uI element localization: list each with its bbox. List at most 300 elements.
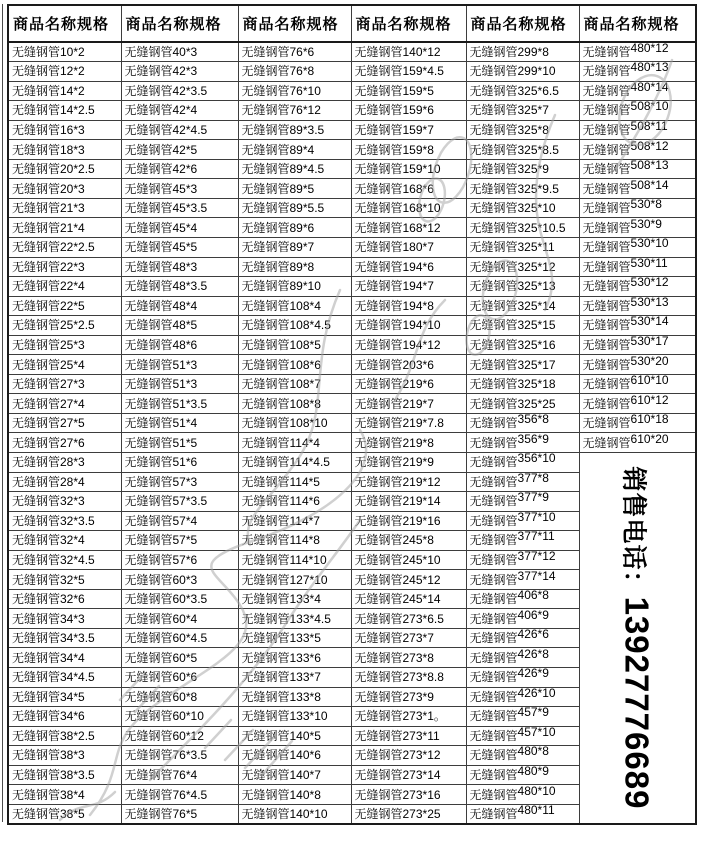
spec-cell: 无缝钢管22*4: [8, 277, 121, 297]
spec-cell: 无缝钢管245*10: [351, 550, 466, 570]
spec-cell: [579, 42, 696, 62]
spec-prefix: 无缝钢管: [469, 572, 518, 587]
spec-cell: 无缝钢管114*4.5: [238, 452, 351, 472]
spec-cell: 无缝钢管38*3: [8, 746, 121, 766]
spec-cell: 无缝钢管22*5: [8, 296, 121, 316]
spec-cell: 无缝钢管89*6: [238, 218, 351, 238]
spec-cell: 无缝钢管194*10: [351, 316, 466, 336]
table-row: [8, 296, 696, 316]
spec-cell: 无缝钢管159*8: [351, 140, 466, 160]
spec-cell: [579, 335, 696, 355]
spec-size-raised: 610*12: [630, 393, 669, 407]
spec-prefix: 无缝钢管: [469, 474, 518, 489]
spec-cell: 无缝钢管48*3: [121, 257, 238, 277]
spec-cell: [579, 218, 696, 238]
spec-cell: 无缝钢管25*2.5: [8, 316, 121, 336]
spec-cell: 无缝钢管48*4: [121, 296, 238, 316]
spec-cell: [579, 413, 696, 433]
spec-cell: 无缝钢管273*8.8: [351, 668, 466, 688]
spec-cell: 无缝钢管299*10: [466, 62, 579, 82]
spec-cell: 无缝钢管140*7: [238, 765, 351, 785]
spec-cell: 无缝钢管40*3: [121, 42, 238, 62]
spec-prefix: 无缝钢管: [582, 103, 631, 118]
table-row: [8, 237, 696, 257]
table-row: [8, 81, 696, 101]
table-row: [8, 62, 696, 82]
spec-cell: 无缝钢管48*3.5: [121, 277, 238, 297]
spec-cell: 无缝钢管140*10: [238, 804, 351, 824]
spec-cell: 无缝钢管51*4: [121, 413, 238, 433]
spec-cell: 无缝钢管51*5: [121, 433, 238, 453]
spec-cell: 无缝钢管76*4.5: [121, 785, 238, 805]
spec-prefix: 无缝钢管: [469, 513, 518, 528]
spec-prefix: 无缝钢管: [469, 768, 518, 782]
spec-cell: 无缝钢管108*5: [238, 335, 351, 355]
spec-cell: 无缝钢管159*4.5: [351, 62, 466, 82]
spec-cell: 无缝钢管34*5: [8, 687, 121, 707]
spec-cell: 无缝钢管45*3.5: [121, 198, 238, 218]
spec-size-raised: 457*9: [517, 706, 549, 720]
price-table: [7, 4, 697, 825]
spec-size-raised: 426*8: [517, 647, 549, 661]
sales-phone-number: 13927776689: [618, 596, 656, 810]
spec-cell: 无缝钢管194*12: [351, 335, 466, 355]
spec-cell: 无缝钢管159*10: [351, 159, 466, 179]
spec-cell: 无缝钢管219*16: [351, 511, 466, 531]
spec-cell: [579, 296, 696, 316]
spec-cell: 无缝钢管108*4: [238, 296, 351, 316]
table-row: [8, 335, 696, 355]
spec-cell: 无缝钢管325*8: [466, 120, 579, 140]
spec-cell: 无缝钢管219*14: [351, 492, 466, 512]
spec-cell: 无缝钢管219*7.8: [351, 413, 466, 433]
spec-cell: 无缝钢管108*10: [238, 413, 351, 433]
spec-cell: 无缝钢管89*8: [238, 257, 351, 277]
spec-cell: 无缝钢管325*6.5: [466, 81, 579, 101]
spec-prefix: 无缝钢管: [582, 416, 631, 431]
spec-cell: [466, 413, 579, 433]
table-row: [8, 159, 696, 179]
spec-cell: 无缝钢管28*4: [8, 472, 121, 492]
spec-cell: 无缝钢管325*14: [466, 296, 579, 316]
spec-prefix: 无缝钢管: [469, 806, 518, 821]
spec-cell: 无缝钢管32*3.5: [8, 511, 121, 531]
spec-cell: 无缝钢管34*3: [8, 609, 121, 629]
spec-cell: [466, 707, 579, 727]
spec-prefix: 无缝钢管: [582, 240, 631, 255]
spec-prefix: 无缝钢管: [469, 435, 518, 450]
spec-prefix: 无缝钢管: [582, 396, 631, 411]
table-row: [8, 394, 696, 414]
spec-cell: 无缝钢管45*4: [121, 218, 238, 238]
spec-cell: 无缝钢管38*3.5: [8, 765, 121, 785]
spec-cell: 无缝钢管16*3: [8, 120, 121, 140]
table-row: [8, 198, 696, 218]
spec-cell: 无缝钢管38*4: [8, 785, 121, 805]
spec-prefix: 无缝钢管: [582, 259, 631, 274]
spec-cell: 无缝钢管219*8: [351, 433, 466, 453]
spec-cell: 无缝钢管219*12: [351, 472, 466, 492]
spec-cell: 无缝钢管89*4.5: [238, 159, 351, 179]
sales-phone-cell: [579, 452, 696, 823]
spec-cell: 无缝钢管140*8: [238, 785, 351, 805]
spec-cell: 无缝钢管60*10: [121, 707, 238, 727]
spec-prefix: 无缝钢管: [469, 533, 518, 548]
spec-cell: 无缝钢管245*12: [351, 570, 466, 590]
spec-cell: 无缝钢管89*3.5: [238, 120, 351, 140]
spec-cell: 无缝钢管273*11: [351, 726, 466, 746]
spec-cell: 无缝钢管42*3: [121, 62, 238, 82]
spec-cell: [466, 492, 579, 512]
spec-cell: 无缝钢管42*3.5: [121, 81, 238, 101]
spec-cell: 无缝钢管299*8: [466, 42, 579, 62]
spec-cell: 无缝钢管60*4.5: [121, 628, 238, 648]
spec-cell: 无缝钢管133*7: [238, 668, 351, 688]
spec-prefix: 无缝钢管: [582, 220, 631, 235]
table-row: [8, 120, 696, 140]
spec-cell: 无缝钢管245*14: [351, 589, 466, 609]
spec-cell: 无缝钢管34*4.5: [8, 668, 121, 688]
spec-cell: 无缝钢管194*7: [351, 277, 466, 297]
spec-cell: 无缝钢管76*3.5: [121, 746, 238, 766]
spec-cell: 无缝钢管325*18: [466, 374, 579, 394]
spec-cell: [466, 648, 579, 668]
spec-cell: 无缝钢管133*4.5: [238, 609, 351, 629]
spec-cell: [579, 433, 696, 453]
spec-cell: 无缝钢管14*2: [8, 81, 121, 101]
spec-cell: [579, 277, 696, 297]
spec-size-raised: 356*8: [517, 413, 549, 427]
spec-size-raised: 610*18: [630, 413, 669, 427]
spec-cell: 无缝钢管89*4: [238, 140, 351, 160]
spec-cell: [466, 609, 579, 629]
table-row: [8, 316, 696, 336]
spec-cell: 无缝钢管159*6: [351, 101, 466, 121]
spec-prefix: 无缝钢管: [582, 64, 631, 79]
spec-cell: 无缝钢管325*9: [466, 159, 579, 179]
spec-size-raised: 530*17: [630, 335, 669, 348]
spec-cell: 无缝钢管108*7: [238, 374, 351, 394]
spec-cell: 无缝钢管32*4.5: [8, 550, 121, 570]
spec-cell: [579, 81, 696, 101]
spec-cell: 无缝钢管325*13: [466, 277, 579, 297]
spec-size-raised: 480*14: [630, 81, 669, 94]
spec-cell: 无缝钢管133*8: [238, 687, 351, 707]
spec-cell: 无缝钢管42*6: [121, 159, 238, 179]
spec-cell: 无缝钢管48*6: [121, 335, 238, 355]
spec-prefix: 无缝钢管: [582, 279, 631, 294]
spec-cell: 无缝钢管14*2.5: [8, 101, 121, 121]
spec-cell: 无缝钢管133*10: [238, 707, 351, 727]
spec-cell: 无缝钢管60*3.5: [121, 589, 238, 609]
spec-cell: 无缝钢管180*7: [351, 237, 466, 257]
column-header: 商品名称规格: [351, 5, 466, 42]
spec-size-raised: 530*8: [630, 198, 662, 212]
spec-cell: 无缝钢管325*10: [466, 198, 579, 218]
spec-prefix: 无缝钢管: [582, 162, 631, 177]
spec-cell: 无缝钢管114*6: [238, 492, 351, 512]
spec-cell: [466, 668, 579, 688]
spec-cell: 无缝钢管60*4: [121, 609, 238, 629]
spec-cell: 无缝钢管273*7: [351, 628, 466, 648]
spec-cell: 无缝钢管273*25: [351, 804, 466, 824]
spec-cell: 无缝钢管42*5: [121, 140, 238, 160]
spec-cell: 无缝钢管325*17: [466, 355, 579, 375]
spec-prefix: 无缝钢管: [469, 455, 518, 470]
spec-prefix: 无缝钢管: [582, 298, 631, 313]
column-header: 商品名称规格: [466, 5, 579, 42]
spec-prefix: 无缝钢管: [582, 142, 631, 157]
spec-cell: 无缝钢管57*3.5: [121, 492, 238, 512]
spec-cell: 无缝钢管133*5: [238, 628, 351, 648]
spec-size-raised: 480*8: [517, 745, 549, 759]
spec-cell: 无缝钢管219*9: [351, 452, 466, 472]
spec-cell: 无缝钢管60*3: [121, 570, 238, 590]
spec-cell: 无缝钢管51*3: [121, 355, 238, 375]
spec-cell: 无缝钢管32*4: [8, 531, 121, 551]
spec-cell: 无缝钢管25*4: [8, 355, 121, 375]
spec-cell: 无缝钢管51*6: [121, 452, 238, 472]
spec-prefix: 无缝钢管: [469, 416, 518, 431]
spec-size-raised: 426*9: [517, 667, 549, 681]
spec-cell: 无缝钢管325*11: [466, 237, 579, 257]
spec-cell: 无缝钢管114*8: [238, 531, 351, 551]
spec-cell: 无缝钢管273*8: [351, 648, 466, 668]
spec-cell: 无缝钢管18*3: [8, 140, 121, 160]
sales-phone-label: 销售电话：: [619, 466, 648, 597]
spec-cell: 无缝钢管38*2.5: [8, 726, 121, 746]
spec-size-raised: 530*11: [630, 257, 668, 270]
spec-cell: 无缝钢管108*8: [238, 394, 351, 414]
spec-prefix: 无缝钢管: [582, 377, 631, 392]
column-header: 商品名称规格: [8, 5, 121, 42]
spec-size-raised: 508*13: [630, 159, 669, 173]
spec-prefix: 无缝钢管: [469, 611, 518, 626]
spec-prefix: 无缝钢管: [582, 357, 631, 372]
spec-prefix: 无缝钢管: [582, 201, 631, 216]
spec-cell: 无缝钢管27*5: [8, 413, 121, 433]
spec-cell: 无缝钢管12*2: [8, 62, 121, 82]
spec-cell: 无缝钢管127*10: [238, 570, 351, 590]
spec-size-raised: 530*14: [630, 315, 669, 329]
column-header: 商品名称规格: [238, 5, 351, 42]
spec-cell: [579, 355, 696, 375]
spec-cell: [579, 159, 696, 179]
spec-cell: 无缝钢管114*5: [238, 472, 351, 492]
spec-cell: 无缝钢管325*10.5: [466, 218, 579, 238]
table-row: [8, 218, 696, 238]
spec-cell: 无缝钢管34*6: [8, 707, 121, 727]
spec-cell: 无缝钢管133*6: [238, 648, 351, 668]
spec-prefix: 无缝钢管: [469, 670, 518, 685]
spec-size-raised: 508*10: [630, 100, 669, 114]
spec-cell: [466, 765, 579, 785]
spec-prefix: 无缝钢管: [469, 650, 518, 665]
spec-cell: [579, 257, 696, 277]
spec-cell: 无缝钢管27*3: [8, 374, 121, 394]
spec-cell: 无缝钢管76*6: [238, 42, 351, 62]
spec-size-raised: 480*13: [630, 61, 669, 75]
spec-cell: 无缝钢管325*7: [466, 101, 579, 121]
spec-cell: 无缝钢管273*6.5: [351, 609, 466, 629]
spec-size-raised: 356*9: [517, 432, 549, 446]
spec-prefix: 无缝钢管: [582, 435, 631, 450]
spec-size-raised: 530*20: [630, 354, 669, 368]
spec-cell: 无缝钢管32*5: [8, 570, 121, 590]
spec-size-raised: 530*9: [630, 217, 662, 231]
spec-size-raised: 457*10: [517, 726, 556, 739]
spec-cell: [579, 120, 696, 140]
table-row: [8, 42, 696, 62]
table-row: [8, 355, 696, 375]
spec-cell: 无缝钢管45*5: [121, 237, 238, 257]
spec-cell: 无缝钢管42*4: [121, 101, 238, 121]
column-header: 商品名称规格: [121, 5, 238, 42]
spec-cell: [579, 179, 696, 199]
spec-cell: 无缝钢管76*12: [238, 101, 351, 121]
spec-size-raised: 426*10: [517, 687, 556, 700]
spec-cell: [466, 785, 579, 805]
spec-cell: 无缝钢管21*3: [8, 198, 121, 218]
spec-size-raised: 508*12: [630, 139, 669, 153]
spec-cell: [466, 472, 579, 492]
spec-cell: 无缝钢管60*5: [121, 648, 238, 668]
spec-cell: 无缝钢管140*5: [238, 726, 351, 746]
table-row: [8, 433, 696, 453]
sales-phone: [618, 466, 656, 810]
spec-size-raised: 530*13: [630, 296, 669, 309]
spec-cell: 无缝钢管34*4: [8, 648, 121, 668]
spec-size-raised: 610*10: [630, 374, 669, 388]
spec-cell: 无缝钢管21*4: [8, 218, 121, 238]
spec-prefix: 无缝钢管: [582, 45, 631, 60]
spec-cell: 无缝钢管325*8.5: [466, 140, 579, 160]
spec-cell: 无缝钢管76*10: [238, 81, 351, 101]
spec-cell: 无缝钢管325*16: [466, 335, 579, 355]
spec-prefix: 无缝钢管: [582, 181, 631, 196]
spec-cell: [466, 804, 579, 824]
spec-size-raised: 480*12: [630, 42, 669, 56]
spec-prefix: 无缝钢管: [469, 728, 518, 743]
spec-cell: 无缝钢管89*5: [238, 179, 351, 199]
spec-cell: [579, 62, 696, 82]
spec-prefix: 无缝钢管: [469, 552, 518, 567]
spec-cell: 无缝钢管108*6: [238, 355, 351, 375]
spec-cell: 无缝钢管273*9: [351, 687, 466, 707]
spec-cell: 无缝钢管219*7: [351, 394, 466, 414]
spec-size-raised: 508*11: [630, 120, 668, 133]
spec-cell: 无缝钢管48*5: [121, 316, 238, 336]
spec-cell: 无缝钢管114*4: [238, 433, 351, 453]
spec-size-raised: 480*11: [517, 804, 555, 817]
table-row: [8, 140, 696, 160]
spec-cell: 无缝钢管114*7: [238, 511, 351, 531]
spec-size-raised: 377*11: [517, 530, 555, 544]
table-row: [8, 374, 696, 394]
table-row: [8, 257, 696, 277]
table-row: [8, 413, 696, 433]
spec-cell: 无缝钢管159*7: [351, 120, 466, 140]
spec-cell: 无缝钢管273*1。: [351, 707, 466, 727]
spec-cell: 无缝钢管140*6: [238, 746, 351, 766]
spec-size-raised: 356*10: [517, 452, 556, 466]
table-header: [8, 5, 696, 42]
spec-size-raised: 480*9: [517, 765, 549, 778]
spec-cell: 无缝钢管32*3: [8, 492, 121, 512]
spec-prefix: 无缝钢管: [469, 748, 518, 763]
spec-prefix: 无缝钢管: [469, 592, 518, 607]
spec-cell: 无缝钢管89*10: [238, 277, 351, 297]
spec-cell: 无缝钢管28*3: [8, 452, 121, 472]
spec-cell: [466, 550, 579, 570]
spec-cell: 无缝钢管20*3: [8, 179, 121, 199]
spec-cell: 无缝钢管76*4: [121, 765, 238, 785]
spec-cell: 无缝钢管140*12: [351, 42, 466, 62]
spec-prefix: 无缝钢管: [469, 631, 518, 646]
table-edge-line: [2, 4, 3, 822]
spec-cell: 无缝钢管133*4: [238, 589, 351, 609]
spec-cell: 无缝钢管203*6: [351, 355, 466, 375]
table-row: [8, 452, 696, 472]
spec-cell: [466, 433, 579, 453]
spec-cell: [466, 531, 579, 551]
spec-cell: 无缝钢管114*10: [238, 550, 351, 570]
column-header: 商品名称规格: [579, 5, 696, 42]
spec-cell: [466, 726, 579, 746]
spec-cell: 无缝钢管20*2.5: [8, 159, 121, 179]
spec-cell: 无缝钢管57*6: [121, 550, 238, 570]
spec-cell: 无缝钢管22*3: [8, 257, 121, 277]
spec-cell: 无缝钢管57*3: [121, 472, 238, 492]
spec-cell: 无缝钢管273*12: [351, 746, 466, 766]
spec-cell: 无缝钢管159*5: [351, 81, 466, 101]
spec-size-raised: 377*8: [517, 472, 549, 485]
spec-cell: 无缝钢管325*15: [466, 316, 579, 336]
spec-cell: 无缝钢管168*10: [351, 198, 466, 218]
spec-cell: 无缝钢管45*3: [121, 179, 238, 199]
spec-cell: 无缝钢管168*12: [351, 218, 466, 238]
table-row: [8, 101, 696, 121]
spec-cell: [579, 316, 696, 336]
spec-size-raised: 610*20: [630, 432, 669, 446]
spec-cell: 无缝钢管219*6: [351, 374, 466, 394]
spec-cell: 无缝钢管325*9.5: [466, 179, 579, 199]
spec-cell: [466, 511, 579, 531]
spec-cell: 无缝钢管60*6: [121, 668, 238, 688]
spec-prefix: 无缝钢管: [469, 689, 518, 704]
spec-size-raised: 530*10: [630, 237, 669, 251]
spec-size-raised: 377*10: [517, 511, 556, 524]
spec-cell: 无缝钢管32*6: [8, 589, 121, 609]
spec-size-raised: 426*6: [517, 628, 549, 642]
spec-size-raised: 377*12: [517, 550, 556, 563]
spec-prefix: 无缝钢管: [469, 494, 518, 509]
spec-cell: [579, 374, 696, 394]
spec-cell: 无缝钢管42*4.5: [121, 120, 238, 140]
spec-cell: 无缝钢管60*12: [121, 726, 238, 746]
spec-prefix: 无缝钢管: [582, 337, 631, 352]
spec-cell: 无缝钢管194*8: [351, 296, 466, 316]
spec-cell: 无缝钢管57*5: [121, 531, 238, 551]
spec-cell: 无缝钢管25*3: [8, 335, 121, 355]
spec-size-raised: 480*10: [517, 784, 556, 798]
spec-cell: 无缝钢管57*4: [121, 511, 238, 531]
spec-cell: 无缝钢管168*6: [351, 179, 466, 199]
spec-size-raised: 377*9: [517, 491, 549, 505]
spec-cell: [579, 101, 696, 121]
spec-cell: [579, 237, 696, 257]
spec-cell: 无缝钢管27*4: [8, 394, 121, 414]
